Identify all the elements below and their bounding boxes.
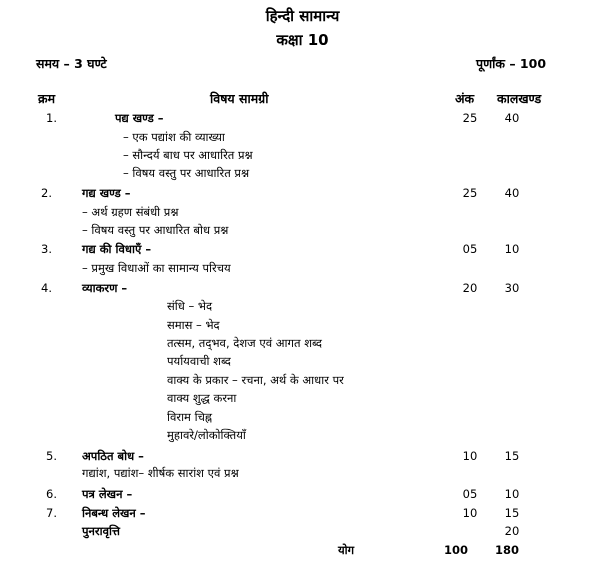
row-serial: 6. — [46, 487, 57, 501]
total-marks: 100 — [443, 543, 468, 557]
list-item: विराम चिह्न — [167, 410, 213, 424]
list-item: गद्यांश, पद्यांश– शीर्षक सारांश एवं प्रश्न — [82, 466, 239, 480]
class-title: कक्षा 10 — [276, 31, 329, 49]
column-header-content: विषय सामग्री — [210, 91, 269, 106]
row-heading: व्याकरण – — [82, 281, 128, 295]
list-item: वाक्य के प्रकार – रचना, अर्थ के आधार पर — [167, 373, 344, 387]
list-item: पर्यायवाची शब्द — [167, 354, 231, 368]
row-periods: 40 — [504, 186, 520, 200]
row-heading: पद्य खण्ड – — [115, 111, 164, 125]
row-serial: 4. — [41, 281, 52, 295]
row-heading: पुनरावृत्ति — [82, 524, 120, 538]
row-periods: 15 — [504, 449, 520, 463]
row-marks: 20 — [462, 281, 478, 295]
row-periods: 15 — [504, 506, 520, 520]
list-item: तत्सम, तद्‌भव, देशज एवं आगत शब्द — [167, 336, 322, 350]
row-heading: पत्र लेखन – — [82, 487, 133, 501]
list-item: समास – भेद — [167, 318, 220, 332]
row-marks: 25 — [462, 186, 478, 200]
row-serial: 2. — [41, 186, 52, 200]
row-periods: 10 — [504, 242, 520, 256]
list-item: संधि – भेद — [167, 299, 213, 313]
time-label: समय – 3 घण्टे — [36, 56, 107, 71]
column-header-serial: क्रम — [38, 91, 56, 106]
row-marks: 05 — [462, 242, 478, 256]
list-item: वाक्य शुद्ध करना — [167, 391, 237, 405]
row-heading: गद्य खण्ड – — [82, 186, 131, 200]
row-marks: 25 — [462, 111, 478, 125]
row-heading: अपठित बोध – — [82, 449, 144, 463]
row-serial: 3. — [41, 242, 52, 256]
row-serial: 5. — [46, 449, 57, 463]
column-header-marks: अंक — [455, 91, 475, 106]
row-marks: 10 — [462, 449, 478, 463]
list-item: – विषय वस्तु पर आधारित प्रश्न — [123, 166, 250, 180]
list-item: – विषय वस्तु पर आधारित बोध प्रश्न — [82, 223, 229, 237]
total-label: योग — [338, 543, 355, 557]
column-header-periods: कालखण्ड — [497, 91, 542, 106]
document-title: हिन्दी सामान्य — [265, 7, 340, 25]
row-periods: 30 — [504, 281, 520, 295]
row-heading: निबन्ध लेखन – — [82, 506, 146, 520]
list-item: – अर्थ ग्रहण संबंधी प्रश्न — [82, 205, 179, 219]
list-item: – एक पद्यांश की व्याख्या — [123, 130, 225, 144]
row-marks: 10 — [462, 506, 478, 520]
row-periods: 20 — [504, 524, 520, 538]
row-serial: 7. — [46, 506, 57, 520]
row-marks: 05 — [462, 487, 478, 501]
list-item: – सौन्दर्य बाध पर आधारित प्रश्न — [123, 148, 253, 162]
row-serial: 1. — [46, 111, 57, 125]
list-item: मुहावरे/लोकोक्तियाँ — [167, 428, 246, 442]
list-item: – प्रमुख विधाओं का सामान्य परिचय — [82, 261, 231, 275]
row-heading: गद्य की विधाएँ – — [82, 242, 152, 256]
max-marks-label: पूर्णांक – 100 — [476, 56, 547, 71]
row-periods: 40 — [504, 111, 520, 125]
total-periods: 180 — [494, 543, 519, 557]
row-periods: 10 — [504, 487, 520, 501]
